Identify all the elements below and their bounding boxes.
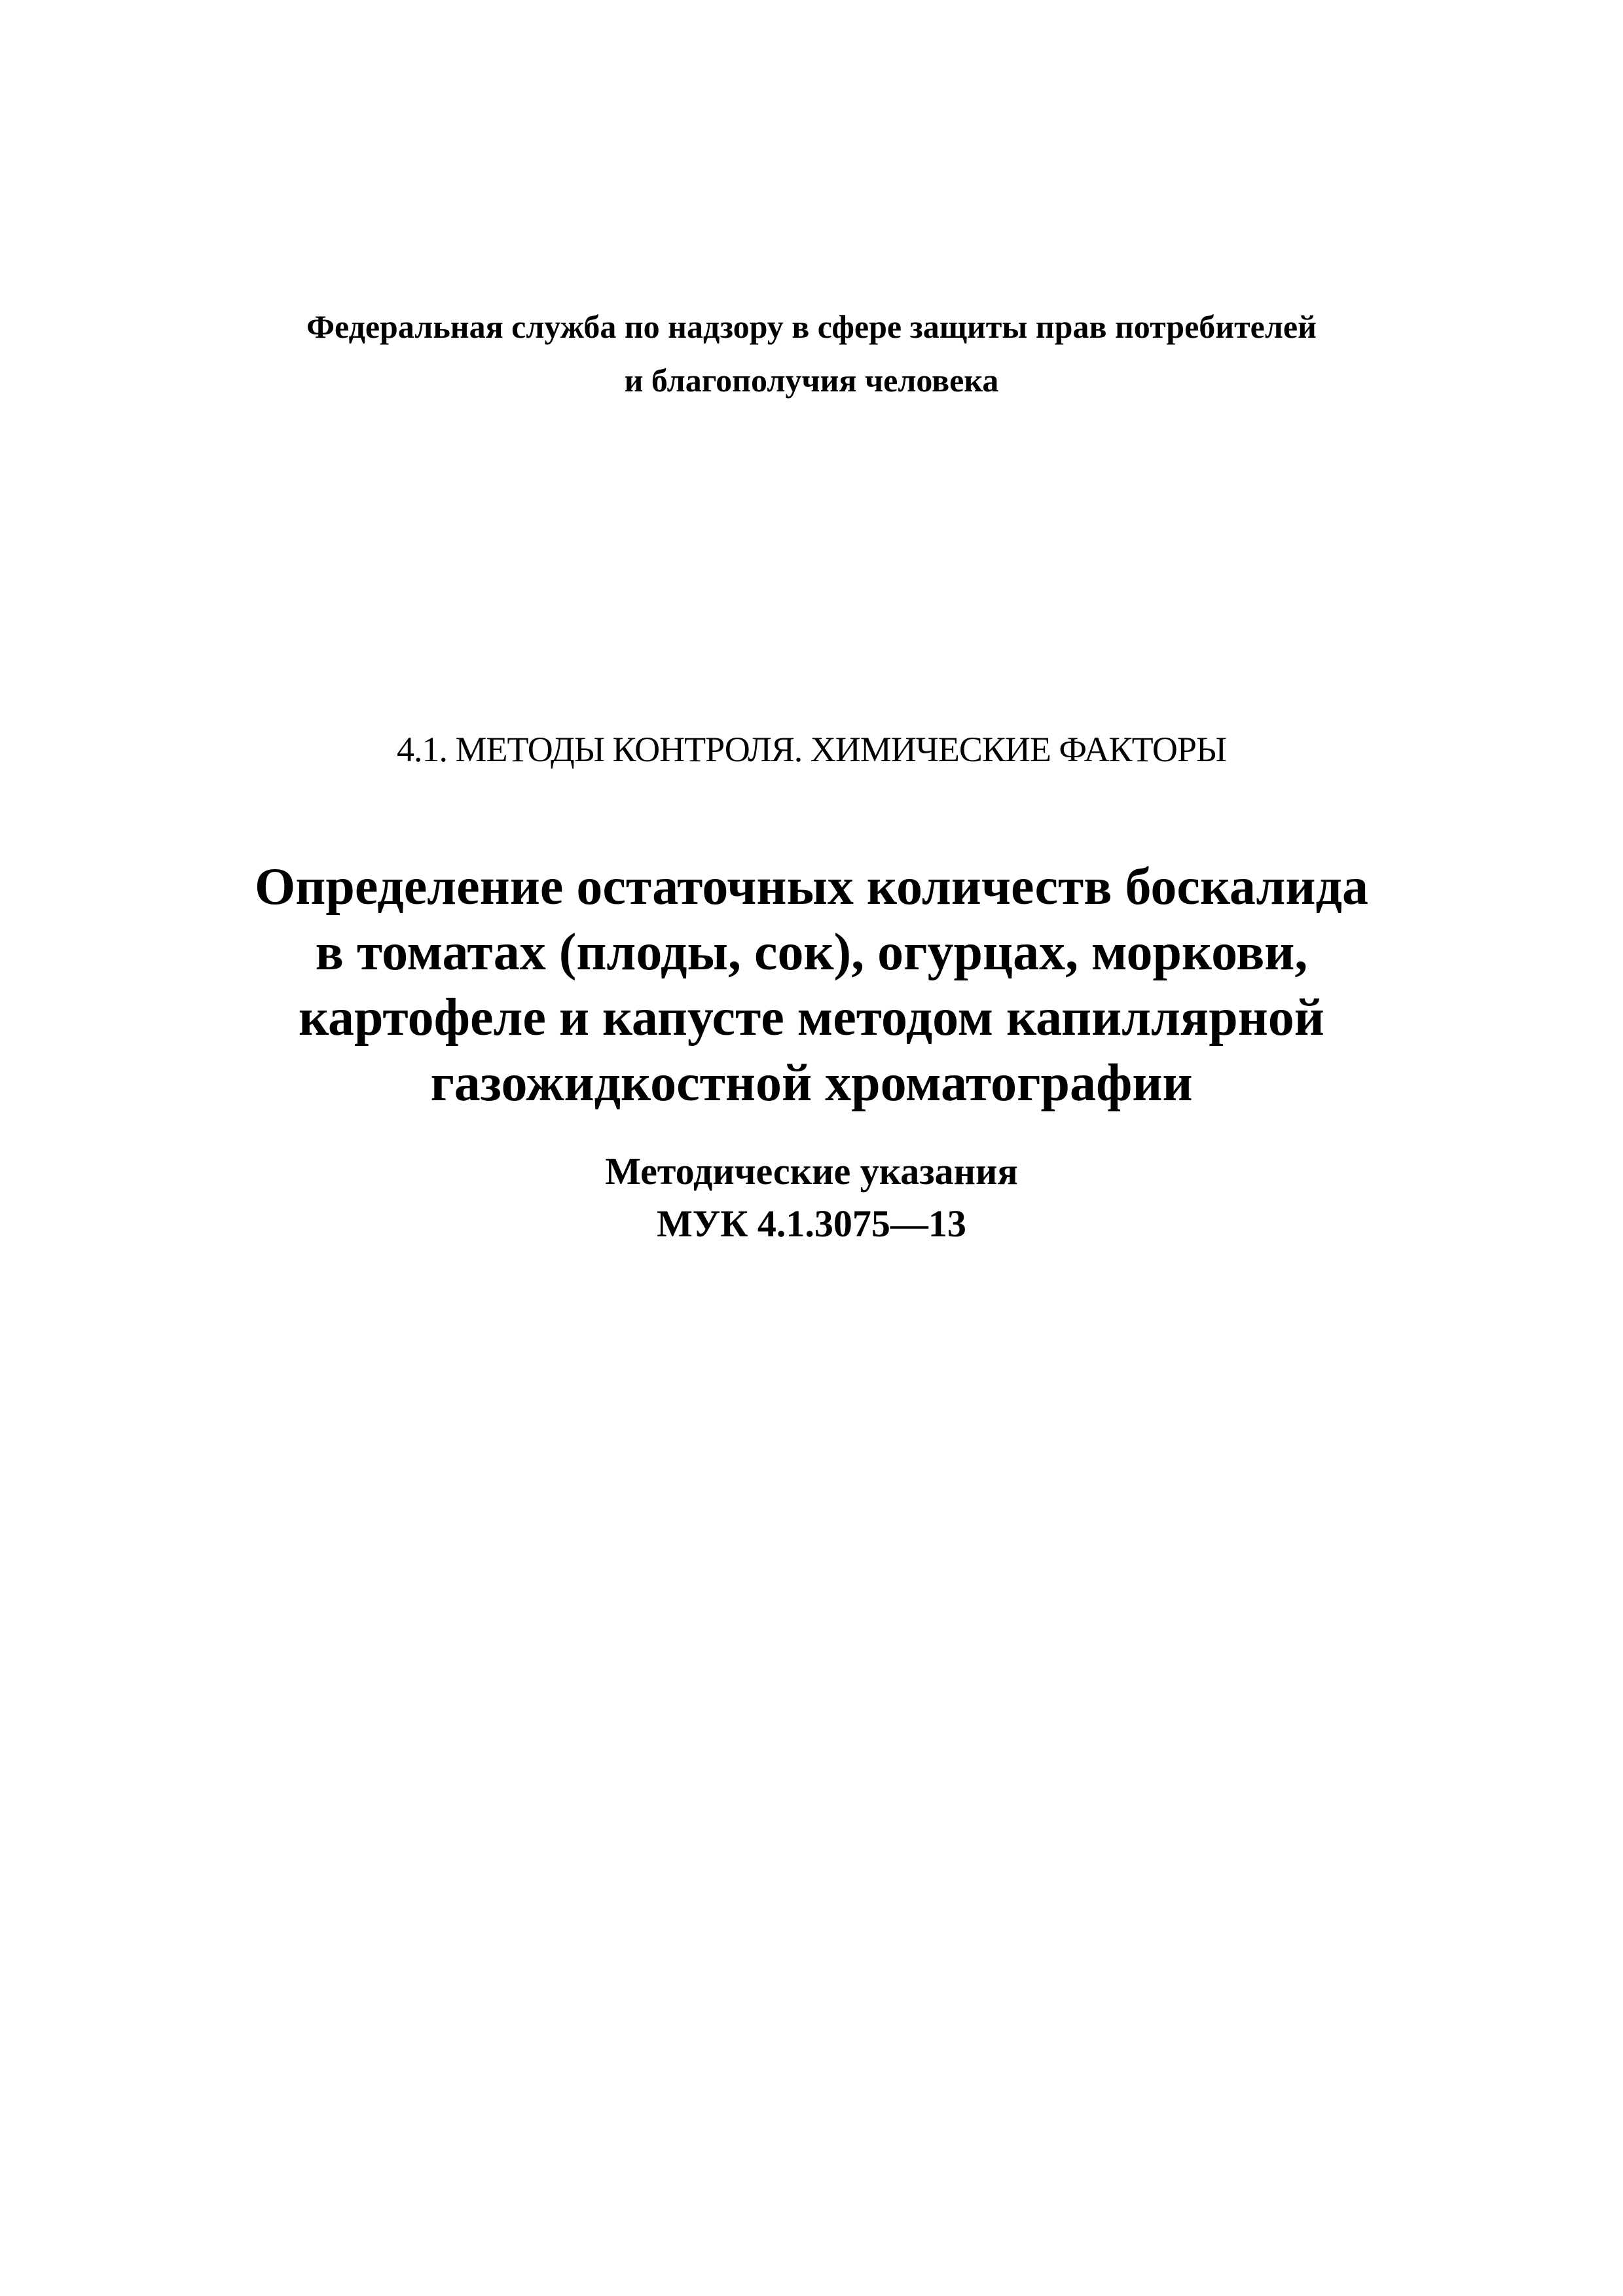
document-number: МУК 4.1.3075—13 xyxy=(657,1202,966,1245)
document-title xyxy=(0,854,1623,1116)
title-line-3: картофеле и капусте методом капиллярной xyxy=(299,989,1324,1047)
agency-line-1: Федеральная служба по надзору в сфере защиты прав потребителей xyxy=(306,308,1317,345)
title-line-4: газожидкостной хроматографии xyxy=(430,1054,1193,1112)
series-heading xyxy=(0,726,1623,772)
document-type-block xyxy=(0,1145,1623,1250)
title-line-2: в томатах (плоды, сок), огурцах, моркови, xyxy=(315,924,1308,981)
title-line-1: Определение остаточных количеств боскалида xyxy=(255,858,1368,916)
agency-header xyxy=(0,300,1623,407)
series-label: 4.1. МЕТОДЫ КОНТРОЛЯ. ХИМИЧЕСКИЕ ФАКТОРЫ xyxy=(396,730,1227,769)
agency-line-2: и благополучия человека xyxy=(624,362,999,399)
document-type: Методические указания xyxy=(605,1150,1018,1193)
